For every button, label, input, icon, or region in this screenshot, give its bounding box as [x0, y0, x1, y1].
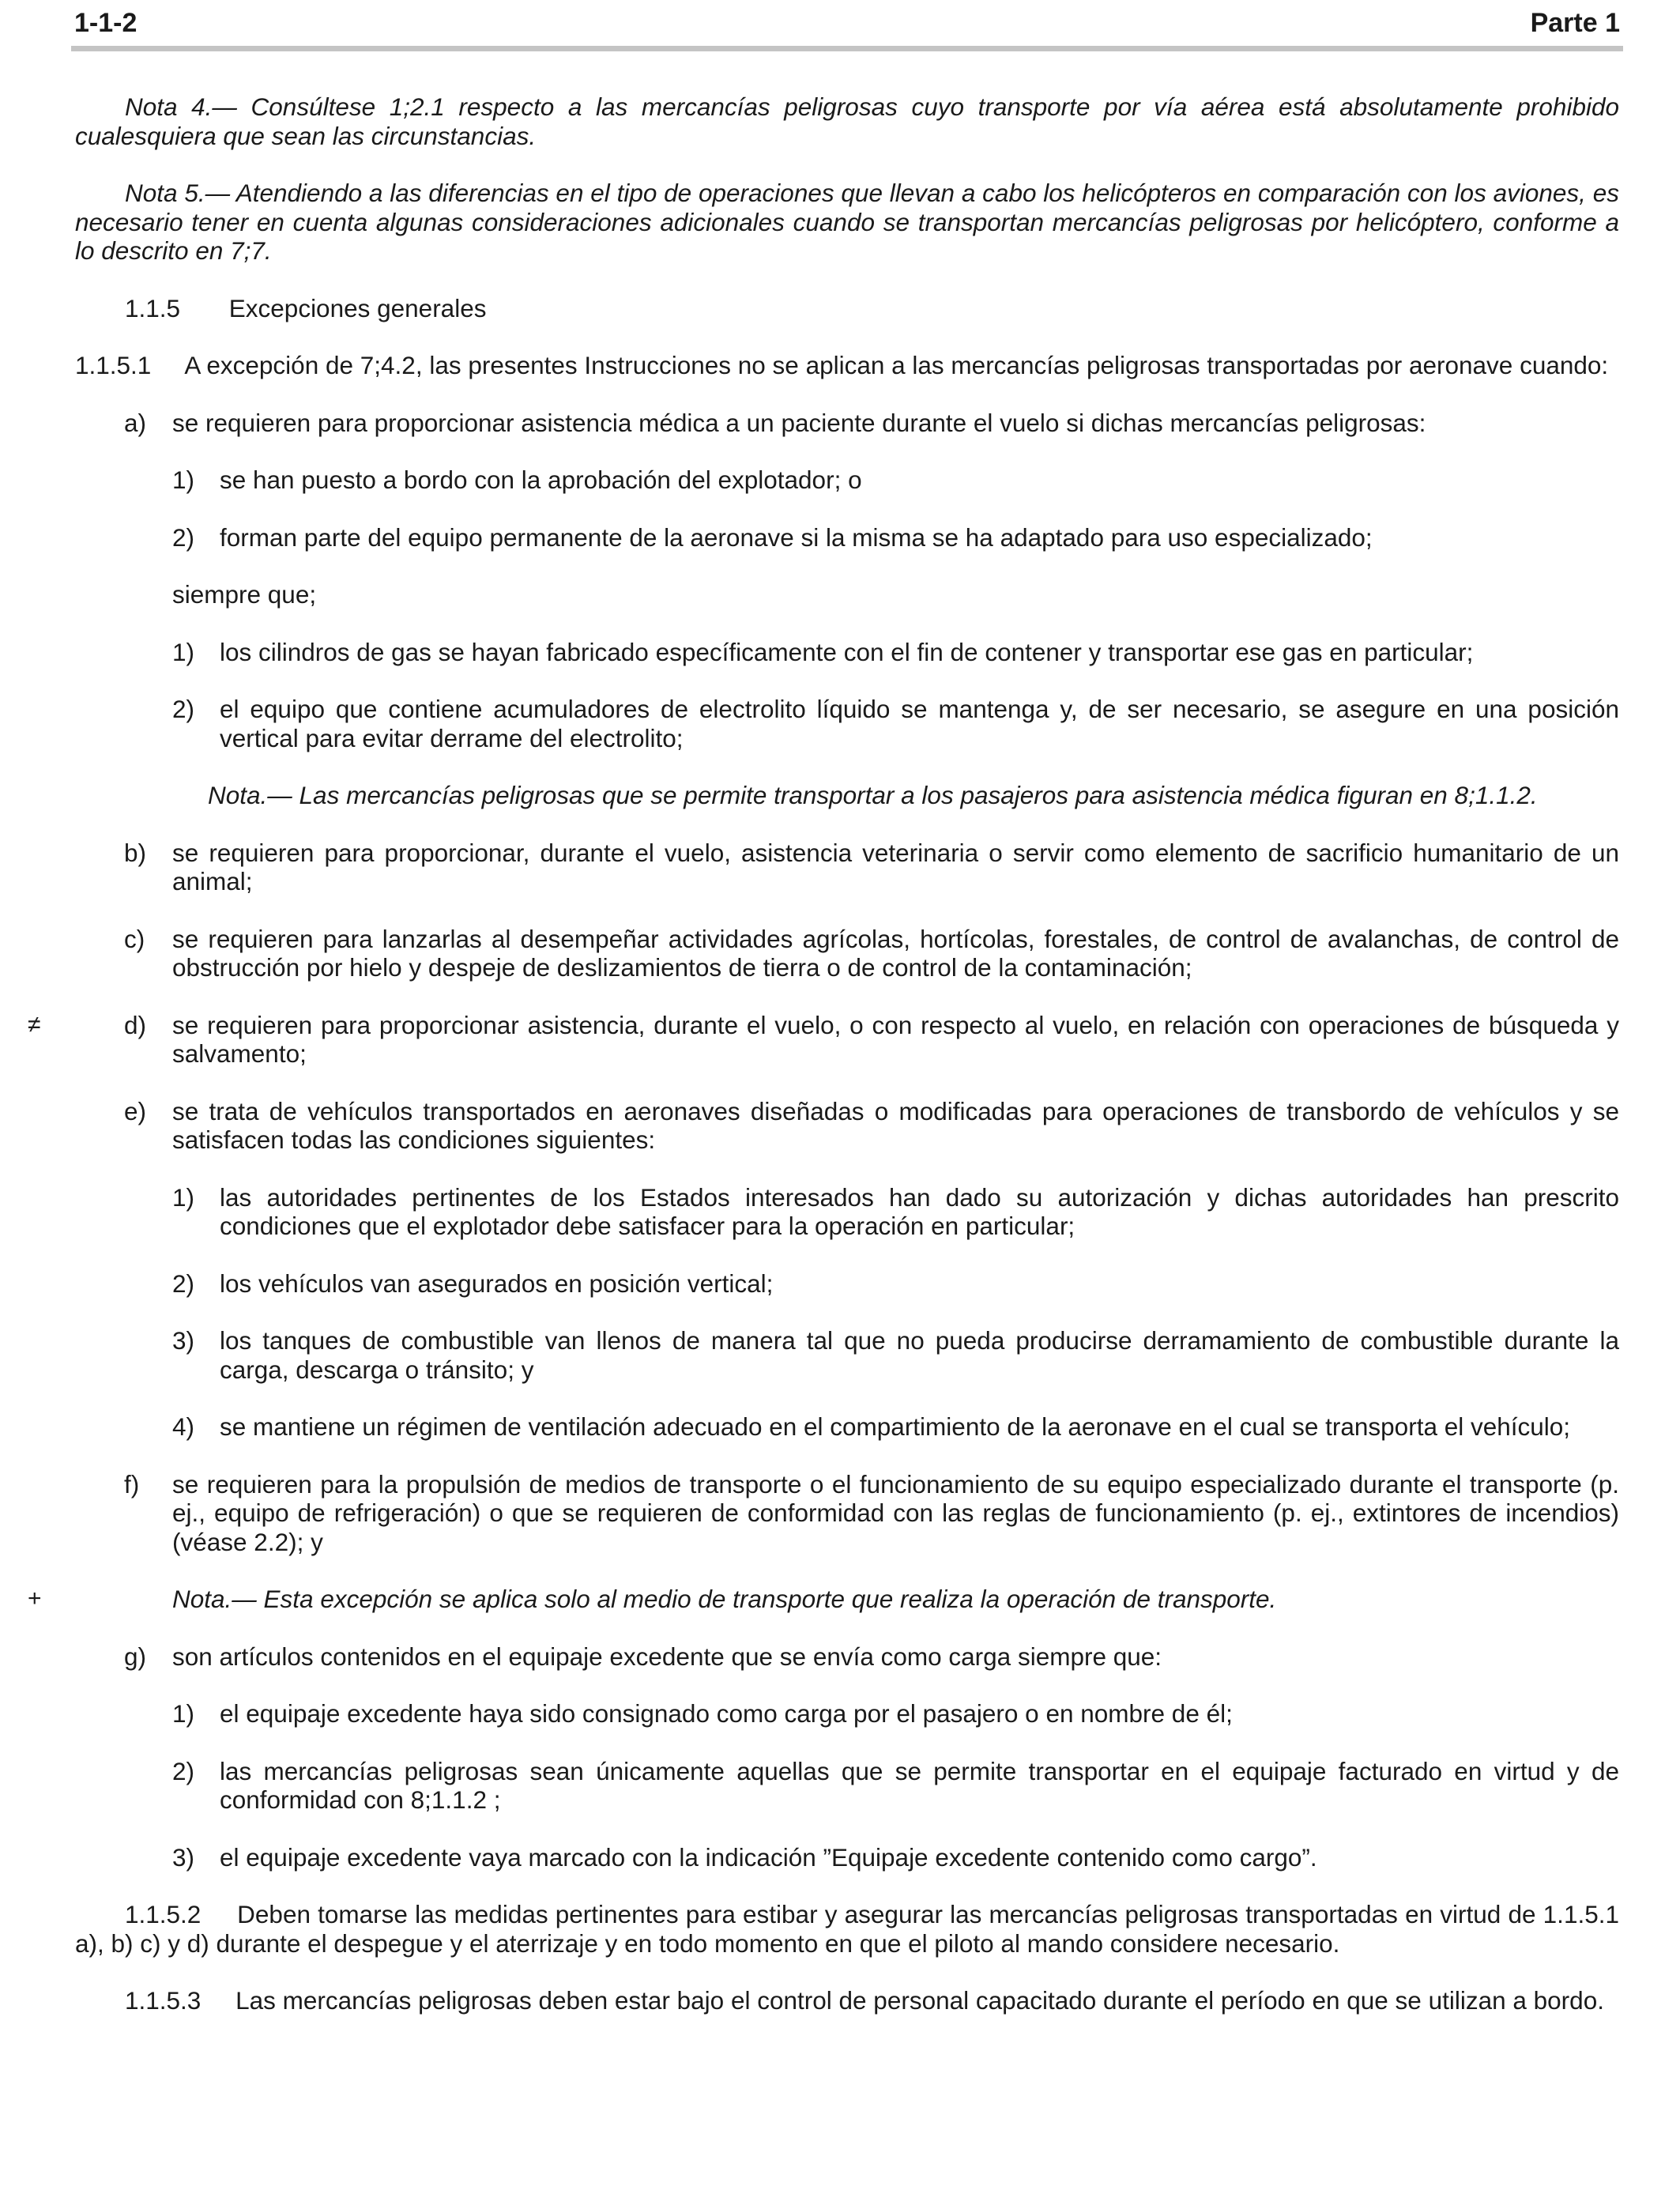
list-subitem	[75, 1843, 1619, 1872]
list-item-c	[75, 925, 1619, 982]
list-item-a	[75, 409, 1619, 438]
subitem-text: se han puesto a bordo con la aprobación del explotador; o	[220, 466, 862, 494]
page-header	[71, 3, 1623, 51]
item-text: se requieren para lanzarlas al desempeñar actividades agrícolas, hortícolas, forestales, de control de avalanchas, de control de obstrucción por hielo y despeje de deslizamientos de tierra o de control de la contaminación;	[172, 924, 1619, 982]
section-heading	[75, 294, 1619, 323]
list-subitem	[75, 1412, 1619, 1442]
subitem-text: las autoridades pertinentes de los Estados interesados han dado su autorización y dichas autoridades han prescrito condiciones que el explotador debe satisfacer para la operación en particular;	[220, 1182, 1619, 1240]
item-text: se requieren para proporcionar asistencia, durante el vuelo, o con respecto al vuelo, en relación con operaciones de búsqueda y salvamento;	[172, 1010, 1619, 1068]
subitem-label: 2)	[172, 695, 195, 723]
note-4: Nota 4.— Consúltese 1;2.1 respecto a las mercancías peligrosas cuyo transporte por vía aérea está absolutamente prohibido cualesquiera que sean las circunstancias.	[75, 92, 1619, 150]
item-text: se requieren para proporcionar asistencia médica a un paciente durante el vuelo si dichas mercancías peligrosas:	[172, 408, 1426, 437]
subitem-text: el equipo que contiene acumuladores de electrolito líquido se mantenga y, de ser necesario, se asegure en una posición vertical para evitar derrame del electrolito;	[220, 695, 1619, 752]
item-label: g)	[124, 1642, 147, 1671]
subitem-label: 1)	[172, 466, 195, 494]
section-number: 1.1.5	[125, 293, 181, 322]
subitem-label: 2)	[172, 1756, 195, 1785]
subitem-text: el equipaje excedente haya sido consignado como carga por el pasajero o en nombre de él;	[220, 1699, 1233, 1728]
subitem-text: forman parte del equipo permanente de la aeronave si la misma se ha adaptado para uso especializado;	[220, 522, 1373, 552]
section-title: Excepciones generales	[228, 293, 487, 322]
note-text: Nota.— Esta excepción se aplica solo al medio de transporte que realiza la operación de transporte.	[172, 1585, 1277, 1613]
subitem-text: las mercancías peligrosas sean únicamente aquellas que se permite transportar en el equipaje facturado en virtud y de conformidad con 8;1.1.2 ;	[220, 1756, 1619, 1814]
subitem-label: 3)	[172, 1842, 195, 1872]
list-item-e	[75, 1097, 1619, 1155]
subitem-text: los vehículos van asegurados en posición vertical;	[220, 1269, 774, 1298]
list-subitem	[75, 1757, 1619, 1815]
list-subitem	[75, 1326, 1619, 1384]
subitem-text: el equipaje excedente vaya marcado con la indicación ”Equipaje excedente contenido como cargo”.	[220, 1842, 1317, 1872]
note-transport	[28, 1585, 1619, 1614]
list-subitem	[75, 523, 1619, 552]
item-label: c)	[124, 924, 145, 953]
item-text: se requieren para proporcionar, durante el vuelo, asistencia veterinaria o servir como elemento de sacrificio humanitario de un animal;	[172, 838, 1619, 895]
subitem-label: 1)	[172, 1699, 195, 1728]
item-label: b)	[124, 838, 147, 867]
subitem-label: 2)	[172, 522, 195, 552]
subitem-label: 1)	[172, 1182, 195, 1212]
change-marker: +	[28, 1585, 42, 1612]
item-label: f)	[124, 1469, 140, 1498]
subitem-label: 1)	[172, 637, 195, 666]
subitem-label: 4)	[172, 1412, 195, 1441]
list-subitem	[75, 1269, 1619, 1299]
list-item-f	[75, 1470, 1619, 1557]
change-marker: ≠	[28, 1011, 41, 1038]
paragraph-1-1-5-2: 1.1.5.2 Deben tomarse las medidas pertinentes para estibar y asegurar las mercancías peligrosas transportadas en virtud de 1.1.5.1 a), b) c) y d) durante el despegue y el aterrizaje y en todo momento en que el piloto al mando considere necesario.	[75, 1900, 1626, 1958]
item-text: se trata de vehículos transportados en aeronaves diseñadas o modificadas para operaciones de transbordo de vehículos y se satisfacen todas las condiciones siguientes:	[172, 1096, 1619, 1154]
item-label: d)	[124, 1010, 147, 1039]
list-subitem	[75, 466, 1619, 495]
note-5: Nota 5.— Atendiendo a las diferencias en el tipo de operaciones que llevan a cabo los helicópteros en comparación con los aviones, es necesario tener en cuenta algunas consideraciones adicionales cuando se transportan mercancías peligrosas por helicóptero, conforme a lo descrito en 7;7.	[75, 179, 1619, 265]
condition-intro: siempre que;	[172, 580, 317, 609]
list-subitem	[75, 638, 1619, 667]
part-label: Parte 1	[1530, 8, 1620, 38]
subitem-label: 3)	[172, 1326, 195, 1355]
page-number: 1-1-2	[74, 8, 137, 38]
subitem-text: los cilindros de gas se hayan fabricado específicamente con el fin de contener y transportar ese gas en particular;	[220, 637, 1474, 666]
paragraph-1-1-5-3: 1.1.5.3 Las mercancías peligrosas deben estar bajo el control de personal capacitado durante el período en que se utilizan a bordo.	[125, 1986, 1604, 2015]
note-text: Nota.— Las mercancías peligrosas que se permite transportar a los pasajeros para asistencia médica figuran en 8;1.1.2.	[208, 781, 1538, 809]
subitem-text: los tanques de combustible van llenos de manera tal que no pueda producirse derramamiento de combustible durante la carga, descarga o tránsito; y	[220, 1326, 1619, 1384]
list-item-b	[75, 839, 1619, 896]
list-subitem	[75, 1699, 1619, 1728]
item-text: se requieren para la propulsión de medios de transporte o el funcionamiento de su equipo especializado durante el transporte (p. ej., equipo de refrigeración) o que se requieren de conformidad con las reglas de funcionamiento (p. ej., extintores de incendios) (véase 2.2); y	[172, 1469, 1619, 1556]
subitem-label: 2)	[172, 1269, 195, 1298]
list-item-d	[28, 1010, 1619, 1069]
list-subitem	[75, 1183, 1619, 1241]
note-medical	[75, 781, 1619, 810]
paragraph-1-1-5-1: 1.1.5.1 A excepción de 7;4.2, las presentes Instrucciones no se aplican a las mercancías peligrosas transportadas por aeronave cuando:	[75, 351, 1609, 379]
subitem-text: se mantiene un régimen de ventilación adecuado en el compartimiento de la aeronave en el cual se transporta el vehículo;	[220, 1412, 1571, 1441]
document-body	[28, 92, 1626, 2044]
item-label: a)	[124, 408, 147, 437]
item-text: son artículos contenidos en el equipaje excedente que se envía como carga siempre que:	[172, 1642, 1162, 1671]
list-item-g	[75, 1642, 1619, 1672]
list-subitem	[75, 695, 1619, 752]
item-label: e)	[124, 1096, 147, 1125]
